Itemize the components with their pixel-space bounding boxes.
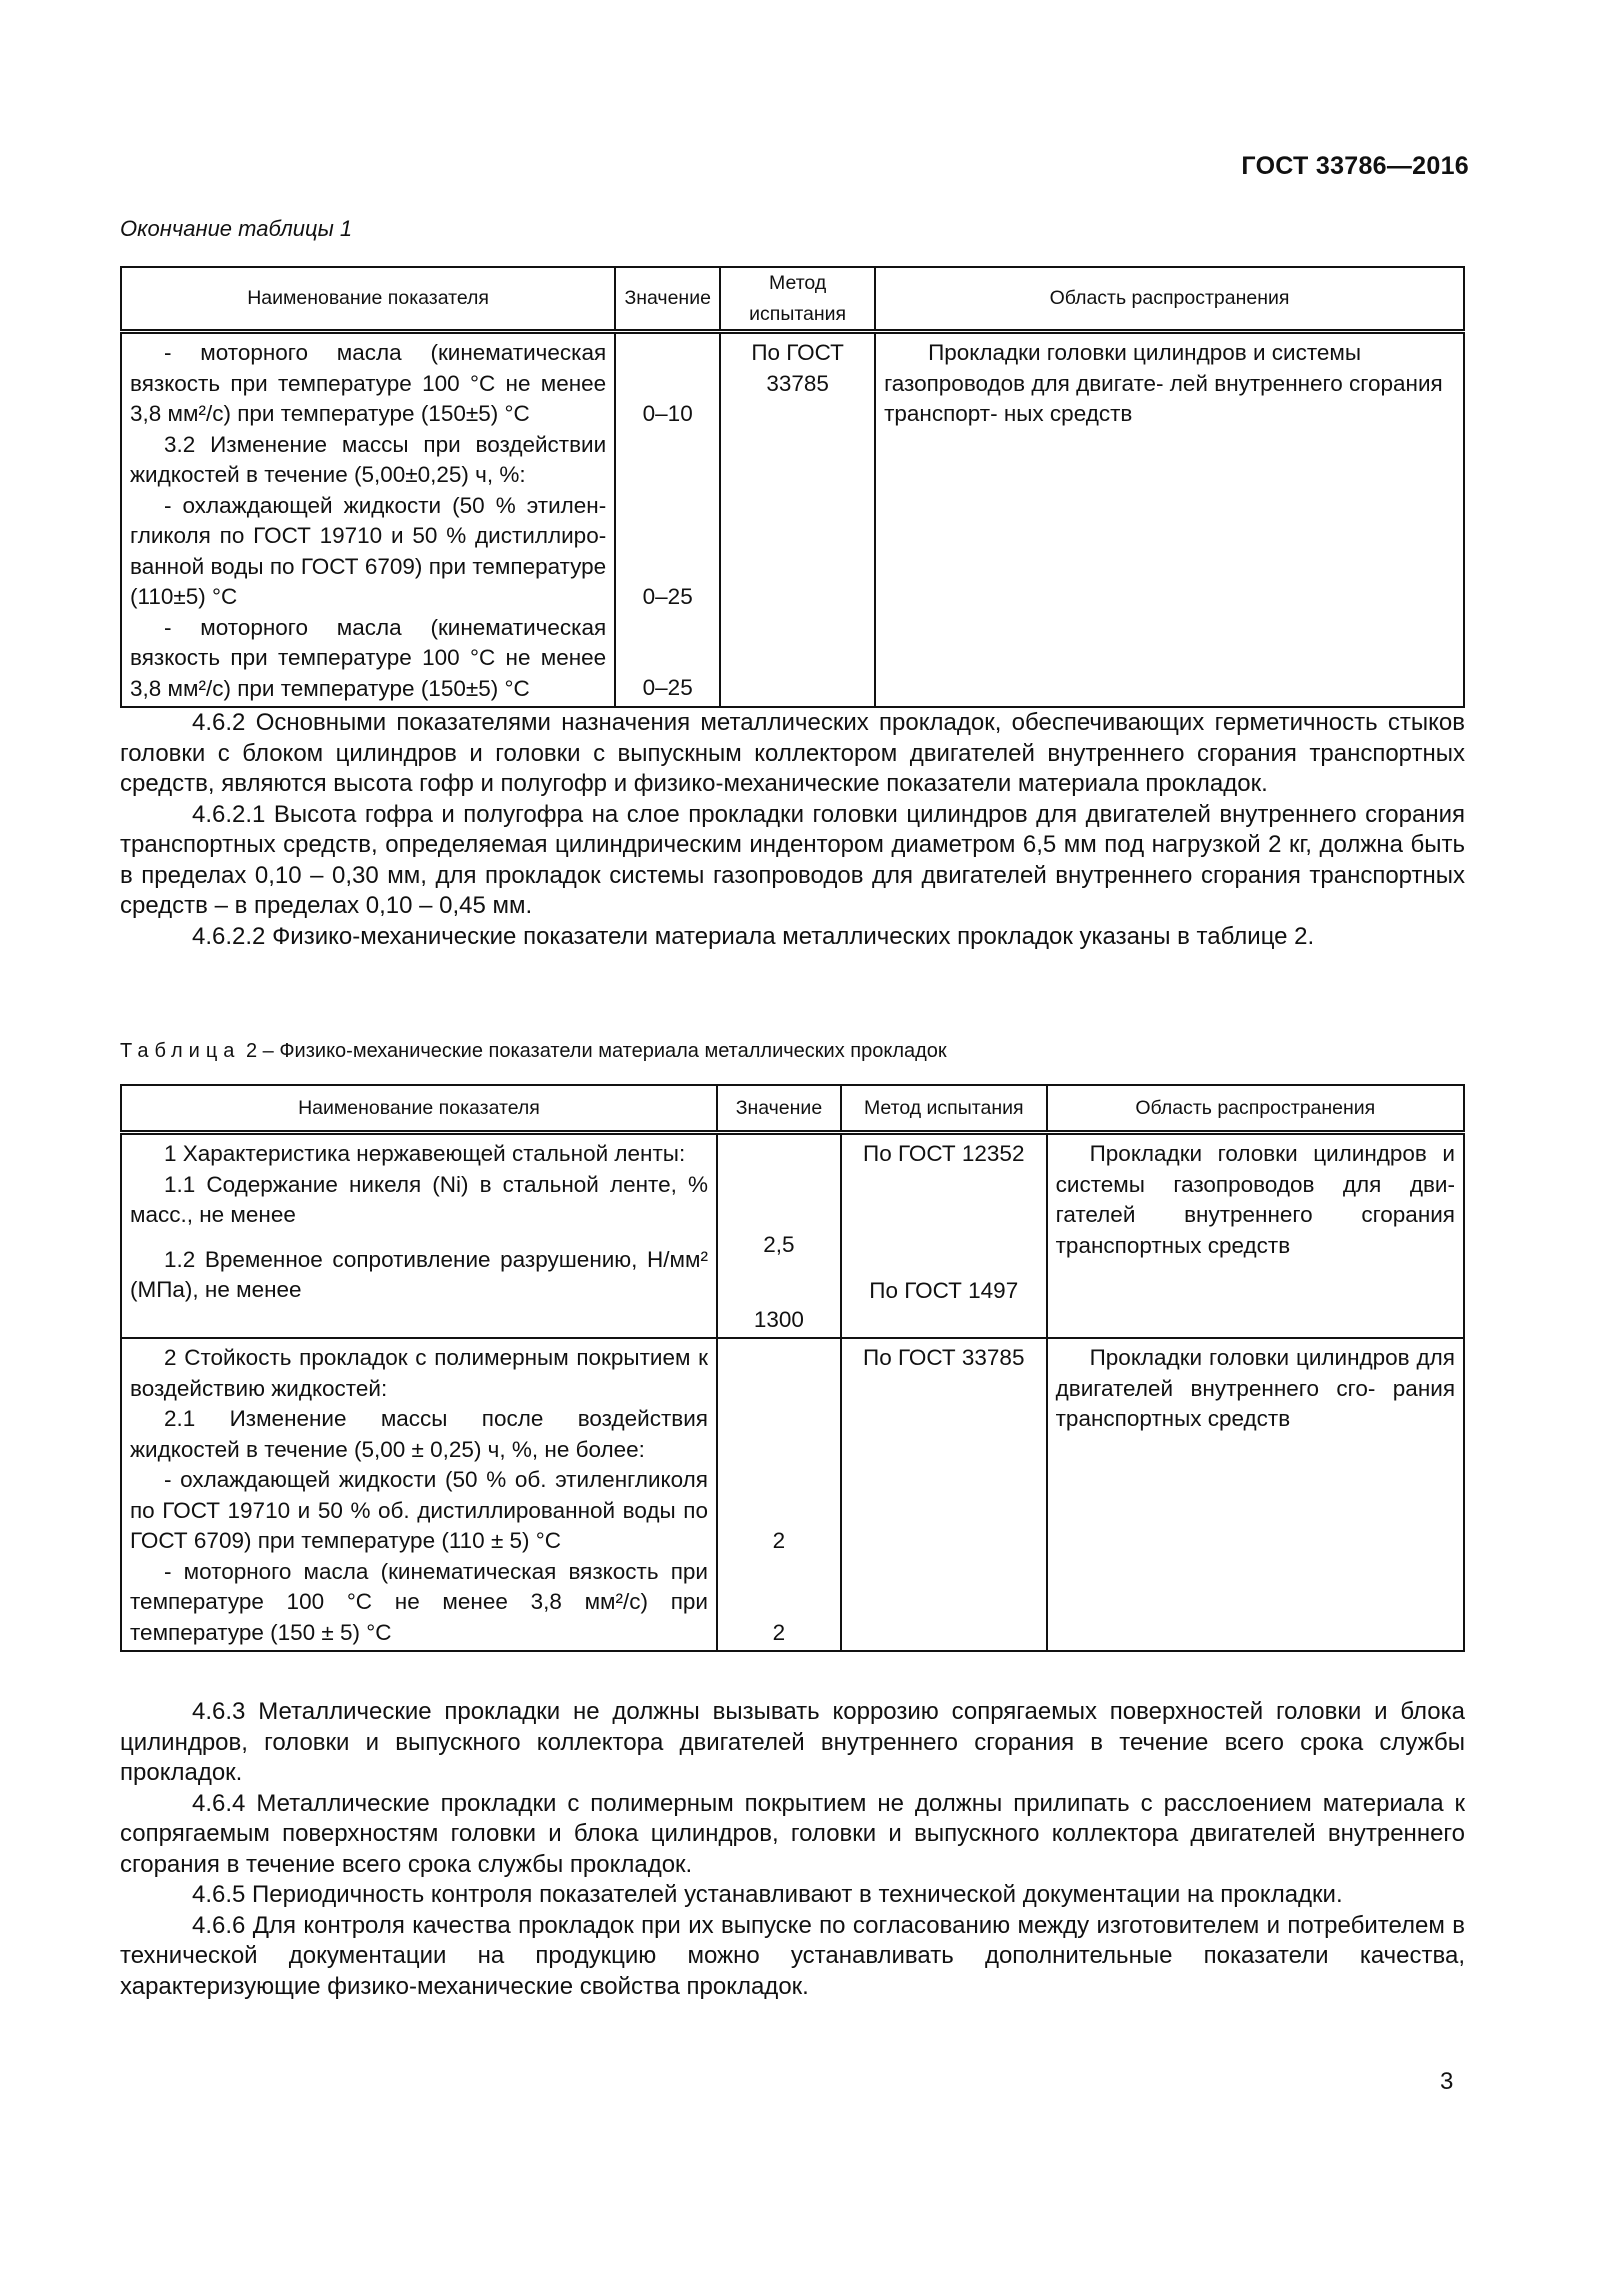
paragraph-4-6-2-2: 4.6.2.2 Физико-механические показатели материала металлических прокладок указаны в таблице 2.: [192, 922, 1315, 950]
col-header-scope: Область распространения: [875, 267, 1464, 332]
paragraph-4-6-6: 4.6.6 Для контроля качества прокладок при их выпуске по согласованию между изготовителем и потребителем в технической документации на продукцию можно устанавливать дополнительные показатели качества, характеризующие физико-механические свойства прокладок.: [120, 1911, 1465, 2000]
col-header-method: Метод испытания: [841, 1085, 1047, 1133]
table-1: [120, 266, 1465, 708]
cell-name: 2 Стойкость прокладок с полимерным покрытием к воздействию жидкостей: 2.1 Изменение массы после воздействия жидкостей в течение (5,00 ± 0,25) ч, %, не более: - охлаждающей жидкости (50 % об. этиленгликоля по ГОСТ 19710 и 50 % об. дистиллированной воды по ГОСТ 6709) при температуре (110 ± 5) °С - моторного масла (кинематическая вязкость при температуре 100 °С не менее 3,8 мм²/с) при температуре (150 ± 5) °С: [121, 1338, 717, 1651]
table-row: [121, 332, 1464, 708]
paragraph-4-6-4: 4.6.4 Металлические прокладки с полимерным покрытием не должны прилипать с расслоением материала к сопрягаемым поверхностям головки и блока цилиндров, головки и выпускного коллектора двигателей внутреннего сгорания в течение всего срока службы прокладок.: [120, 1789, 1465, 1878]
cell-method: По ГОСТ 12352 По ГОСТ 1497: [841, 1133, 1047, 1339]
cell-value: 2 2: [717, 1338, 841, 1651]
cell-value: 2,5 1300: [717, 1133, 841, 1339]
page-number: 3: [1440, 2068, 1454, 2095]
table-2: [120, 1084, 1465, 1652]
cell-name: 1 Характеристика нержавеющей стальной ленты: 1.1 Содержание никеля (Ni) в стальной ленте, % масс., не менее 1.2 Временное сопротивление разрушению, Н/мм² (МПа), не менее: [121, 1133, 717, 1339]
col-header-method: Метод испытания: [720, 267, 875, 332]
cell-method: По ГОСТ 33785: [720, 332, 875, 708]
col-header-scope: Область распространения: [1047, 1085, 1464, 1133]
paragraph-4-6-5: 4.6.5 Периодичность контроля показателей устанавливают в технической документации на прокладки.: [192, 1881, 1343, 1908]
cell-scope: Прокладки головки цилиндров для двигателей внутреннего сго- рания транспортных средств: [1047, 1338, 1464, 1651]
cell-name: - моторного масла (кинематическая вязкость при температуре 100 °С не менее 3,8 мм²/с) при температуре (150±5) °С 3.2 Изменение массы при воздействии жидкостей в течение (5,00±0,25) ч, %: - охлаждающей жидкости (50 % этилен- гликоля по ГОСТ 19710 и 50 % дистиллиро- ванной воды по ГОСТ 6709) при температуре (110±5) °С - моторного масла (кинематическая вязкость при температуре 100 °С не менее 3,8 мм²/с) при температуре (150±5) °С: [121, 332, 615, 708]
paragraph-4-6-3: 4.6.3 Металлические прокладки не должны вызывать коррозию сопрягаемых поверхностей головки и блока цилиндров, головки и выпускного коллектора двигателей внутреннего сгорания в течение всего срока службы прокладок.: [120, 1698, 1465, 1786]
col-header-value: Значение: [615, 267, 720, 332]
table-row: [121, 1338, 1464, 1651]
col-header-name: Наименование показателя: [121, 267, 615, 332]
paragraphs-section-a: [120, 708, 1465, 952]
paragraphs-section-b: [120, 1697, 1465, 2002]
table2-caption: Таблица 2 – Физико-механические показатели материала металлических прокладок: [120, 1040, 947, 1062]
col-header-name: Наименование показателя: [121, 1085, 717, 1133]
table1-header-row: [121, 267, 1464, 332]
cell-scope: Прокладки головки цилиндров и системы газопроводов для двигате- лей внутреннего сгорания транспорт- ных средств: [875, 332, 1464, 708]
table1-caption: Окончание таблицы 1: [120, 216, 353, 241]
col-header-value: Значение: [717, 1085, 841, 1133]
document-code: ГОСТ 33786—2016: [1241, 152, 1469, 180]
cell-scope: Прокладки головки цилиндров и системы газопроводов для дви- гателей внутреннего сгорания транспортных средств: [1047, 1133, 1464, 1339]
cell-value: 0–10 0–25 0–25: [615, 332, 720, 708]
paragraph-4-6-2: 4.6.2 Основными показателями назначения металлических прокладок, обеспечивающих герметичность стыков головки с блоком цилиндров и головки с выпускным коллектором двигателей внутреннего сгорания транспортных средств, являются высота гофр и полугофр и физико-механические показатели материала прокладок.: [120, 709, 1465, 797]
paragraph-4-6-2-1: 4.6.2.1 Высота гофра и полугофра на слое прокладки головки цилиндров для двигателей внутреннего сгорания транспортных средств, определяемая цилиндрическим индентором диаметром 6,5 мм под нагрузкой 2 кг, должна быть в пределах 0,10 – 0,30 мм, для прокладок системы газопроводов для двигателей внутреннего сгорания транспортных средств – в пределах 0,10 – 0,45 мм.: [120, 800, 1465, 919]
table2-header-row: [121, 1085, 1464, 1133]
table-row: [121, 1133, 1464, 1339]
cell-method: По ГОСТ 33785: [841, 1338, 1047, 1651]
